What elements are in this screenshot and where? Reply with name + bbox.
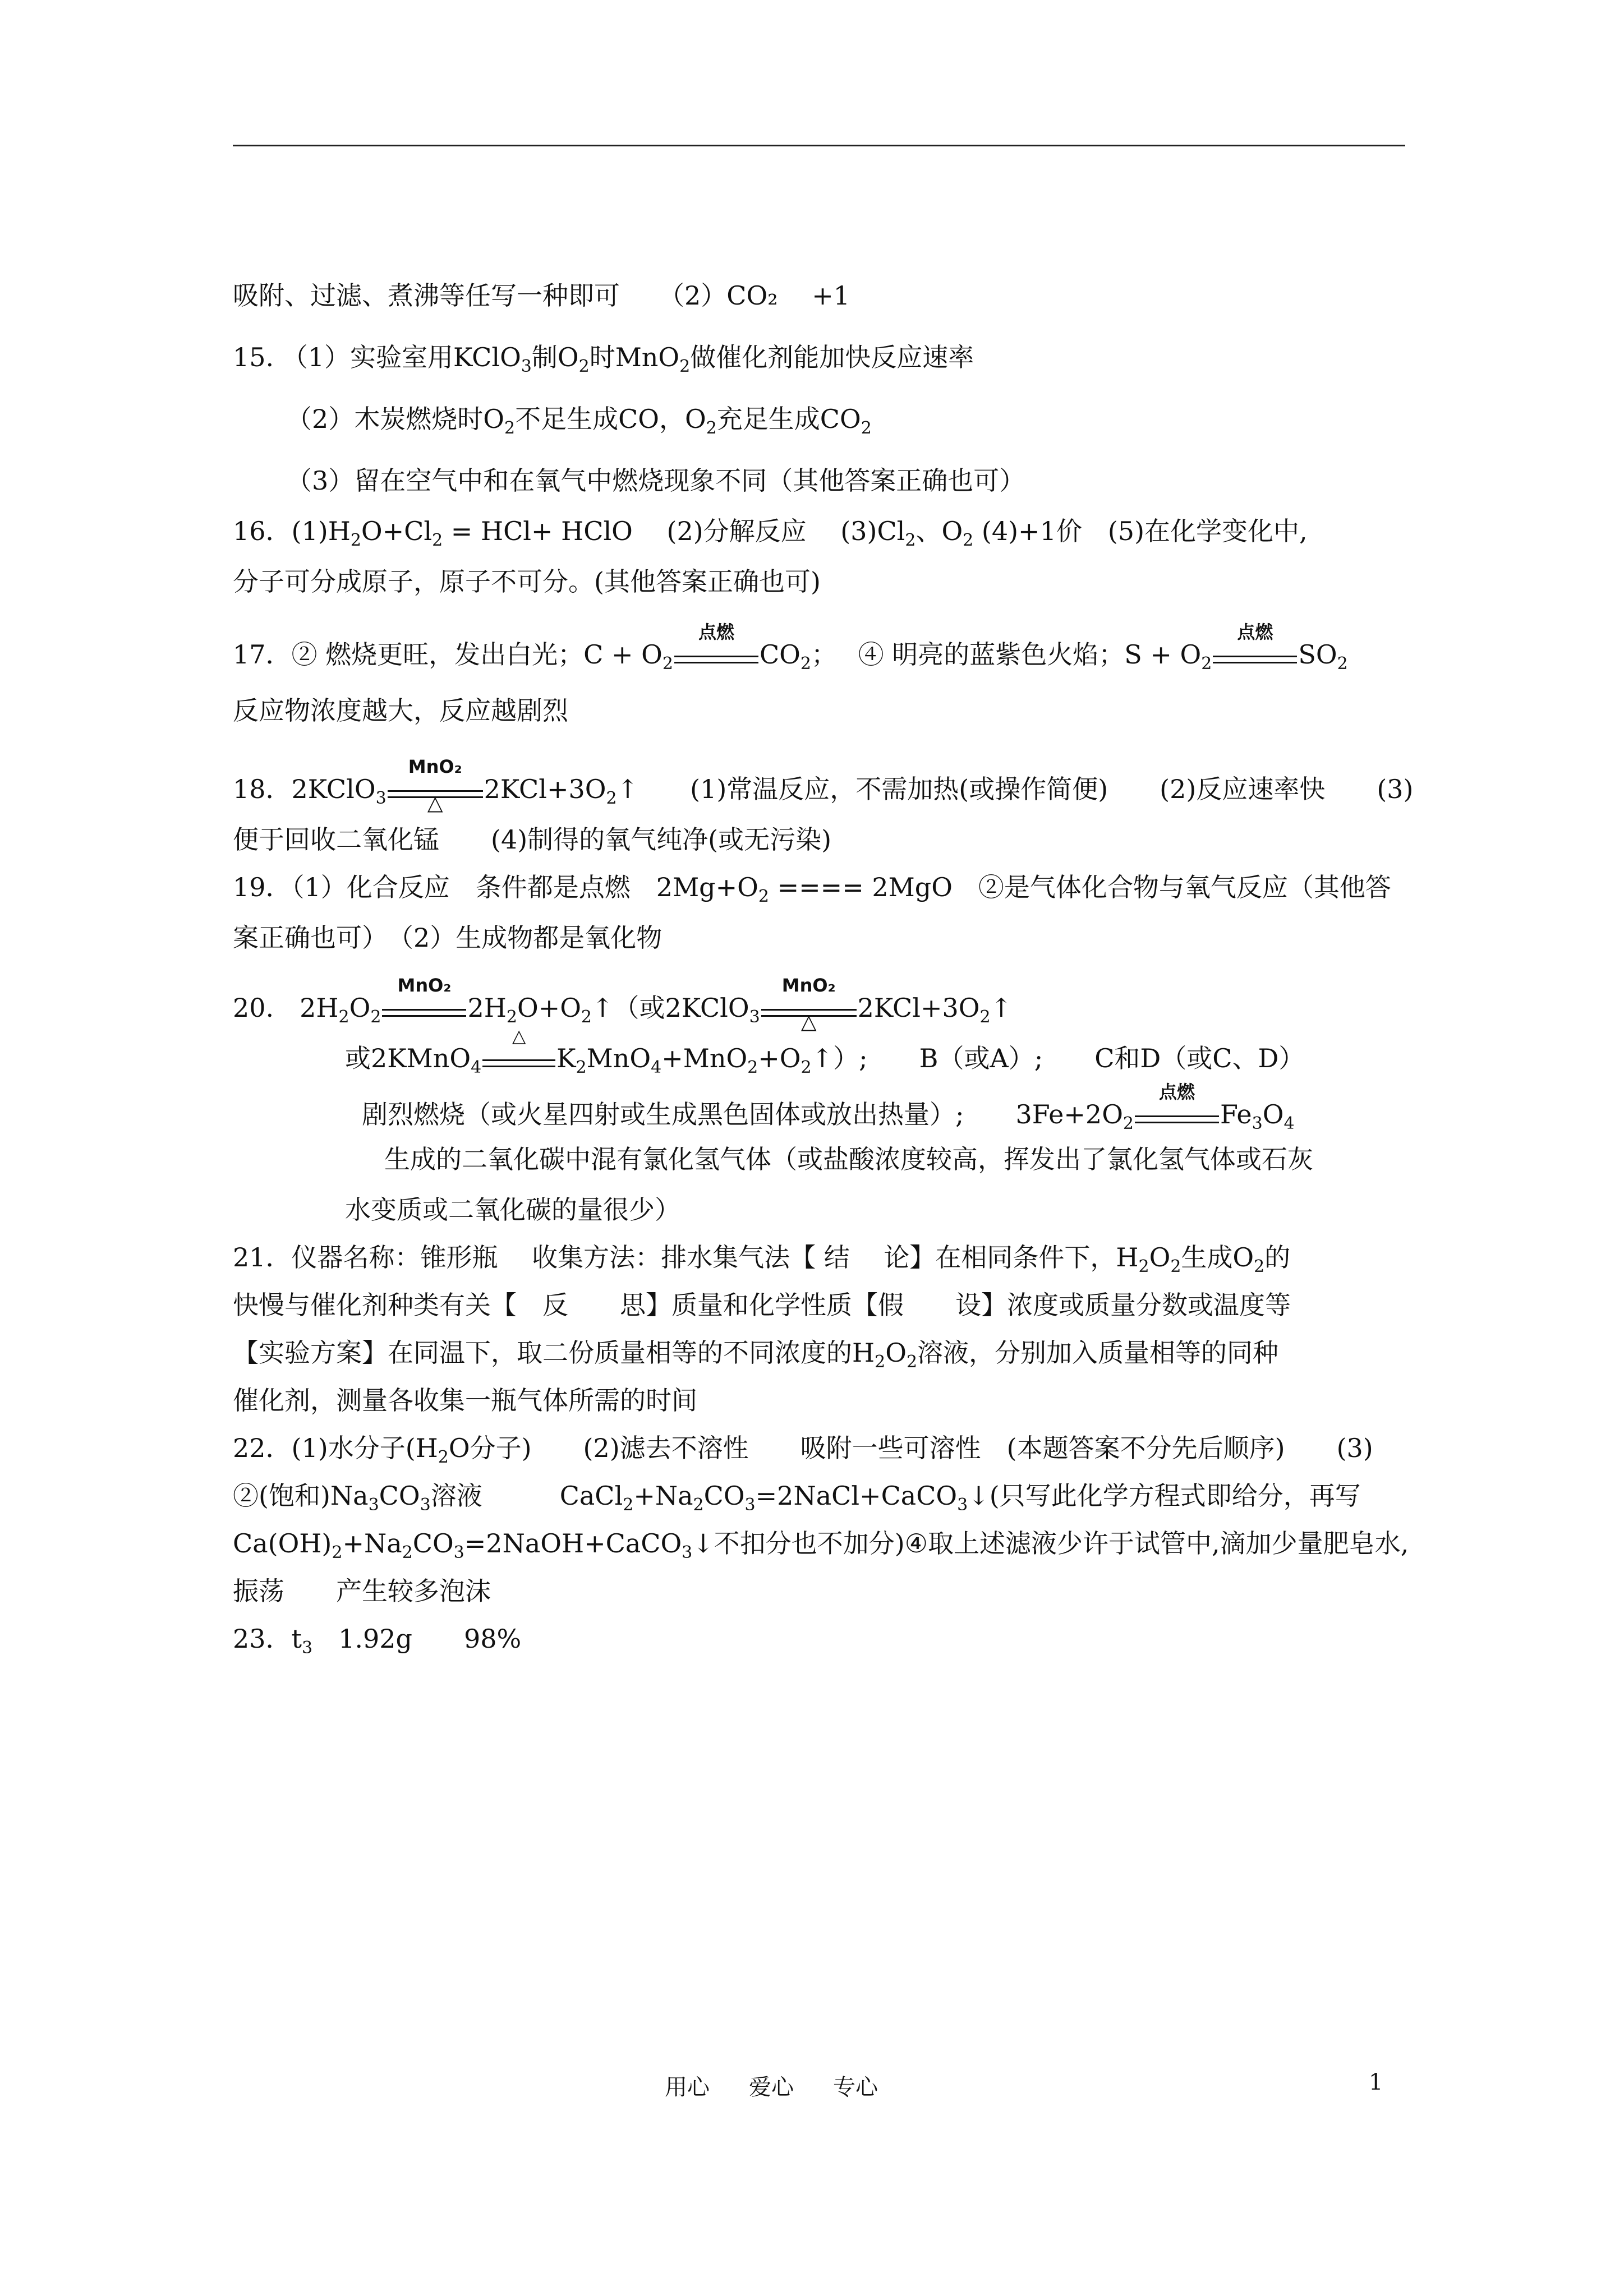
line-22-3: $Ca(OH)_2+Na_2CO_3=2NaOH+CaCO_3↓$不扣分也不加分)④取上述滤液少许于试管中,滴加少量肥皂水, [233,1528,1409,1562]
line-16: 16．$(1)H_2O+Cl_2 = HCl+$ HClO (2)分解反应 $(3)Cl_2$、$O_2$ (4)+1价 (5)在化学变化中, [233,516,1308,550]
page-number: 1 [1369,2069,1383,2095]
catalyst-heat-arrow: MnO₂ △ [388,789,483,798]
line-18: 18．2KClO$_3$ MnO₂ △ $2KCl+3O_2↑$ (1)常温反应，不需加热(或操作简便) (2)反应速率快 (3) [233,756,1414,815]
line-15: 15. （1）实验室用KClO$_3$制$O_2$时MnO$_2$做催化剂能加快反应速率 [233,342,974,376]
line-14-cont: 吸附、过滤、煮沸等任写一种即可 （2）CO₂ +1 [233,280,850,311]
line-15-3: （3）留在空气中和在氧气中燃烧现象不同（其他答案正确也可） [286,465,1025,496]
footer-word: 爱心 [749,2074,794,2100]
line-21: 21．仪器名称：锥形瓶 收集方法：排水集气法【 结 论】在相同条件下，$H_2O_2$生成$O_2$的 [233,1242,1291,1276]
catalyst-arrow: MnO₂ [382,1008,466,1017]
ignite-arrow: 点燃 [674,654,758,663]
footer-word: 用心 [665,2074,710,2100]
line-16-2: 分子可分成原子，原子不可分。(其他答案正确也可) [233,566,821,597]
line-21-4: 催化剂，测量各收集一瓶气体所需的时间 [233,1385,697,1416]
ignite-arrow: 点燃 [1135,1114,1219,1123]
footer-motto [665,2069,917,2101]
line-22-4: 振荡 产生较多泡沫 [233,1576,491,1606]
line-21-3: 【实验方案】在同温下，取二份质量相等的不同浓度的$H_2O_2$溶液，分别加入质量相等的同种 [233,1338,1279,1372]
catalyst-heat-arrow: MnO₂ △ [761,1008,857,1017]
footer-word: 专心 [833,2074,878,2100]
header-rule [233,145,1405,146]
line-21-2: 快慢与催化剂种类有关【 反 思】质量和化学性质【假 设】浓度或质量分数或温度等 [233,1290,1291,1320]
line-18-2: 便于回收二氧化锰 (4)制得的氧气纯净(或无污染) [233,824,832,855]
line-22-2: ②(饱和)$Na_3CO_3$溶液 $CaCl_2+Na_2CO_3=2NaCl+CaCO_3↓$(只写此化学方程式即给分，再写 [233,1481,1361,1515]
line-19-2: 案正确也可） （2）生成物都是氧化物 [233,923,663,953]
line-19: 19．（1）化合反应 条件都是点燃 $2Mg+O_2$ ==== 2MgO ②是气体化合物与氧气反应（其他答 [233,872,1391,906]
ignite-arrow: 点燃 [1213,654,1297,663]
line-20: 20. $2H_2O_2$ MnO₂ $2H_2O+O_2↑$（或2KClO$_3$ MnO₂ △ $2KCl+3O_2↑$ [233,975,1013,1034]
line-22: 22．(1)水分子($H_2O$分子) (2)滤去不溶性 吸附一些可溶性 (本题答案不分先后顺序) (3) [233,1433,1373,1467]
line-15-2: （2）木炭燃烧时$O_2$不足生成CO，$O_2$充足生成$CO_2$ [286,404,872,438]
line-17: 17．② 燃烧更旺，发出白光；$C + O_2$ 点燃 $CO_2$； ④ 明亮的蓝紫色火焰；$S + O_2$ 点燃 $SO_2$ [233,621,1348,674]
line-20-5: 水变质或二氧化碳的量很少） [345,1195,680,1225]
line-17-2: 反应物浓度越大，反应越剧烈 [233,695,568,726]
line-20-2: 或2KMnO$_4$ △ $K_2MnO_4+MnO_2+O_2↑$）; B（或A）; C和D（或C、D） [345,1025,1305,1077]
line-20-4: 生成的二氧化碳中混有氯化氢气体（或盐酸浓度较高，挥发出了氯化氢气体或石灰 [384,1144,1313,1174]
heat-arrow: △ [482,1058,555,1067]
line-20-3: 剧烈燃烧（或火星四射或生成黑色固体或放出热量）; $3Fe+2O_2$ 点燃 $Fe_3O_4$ [362,1081,1295,1133]
line-23: 23．$t_3$ 1.92g 98% [233,1624,522,1658]
